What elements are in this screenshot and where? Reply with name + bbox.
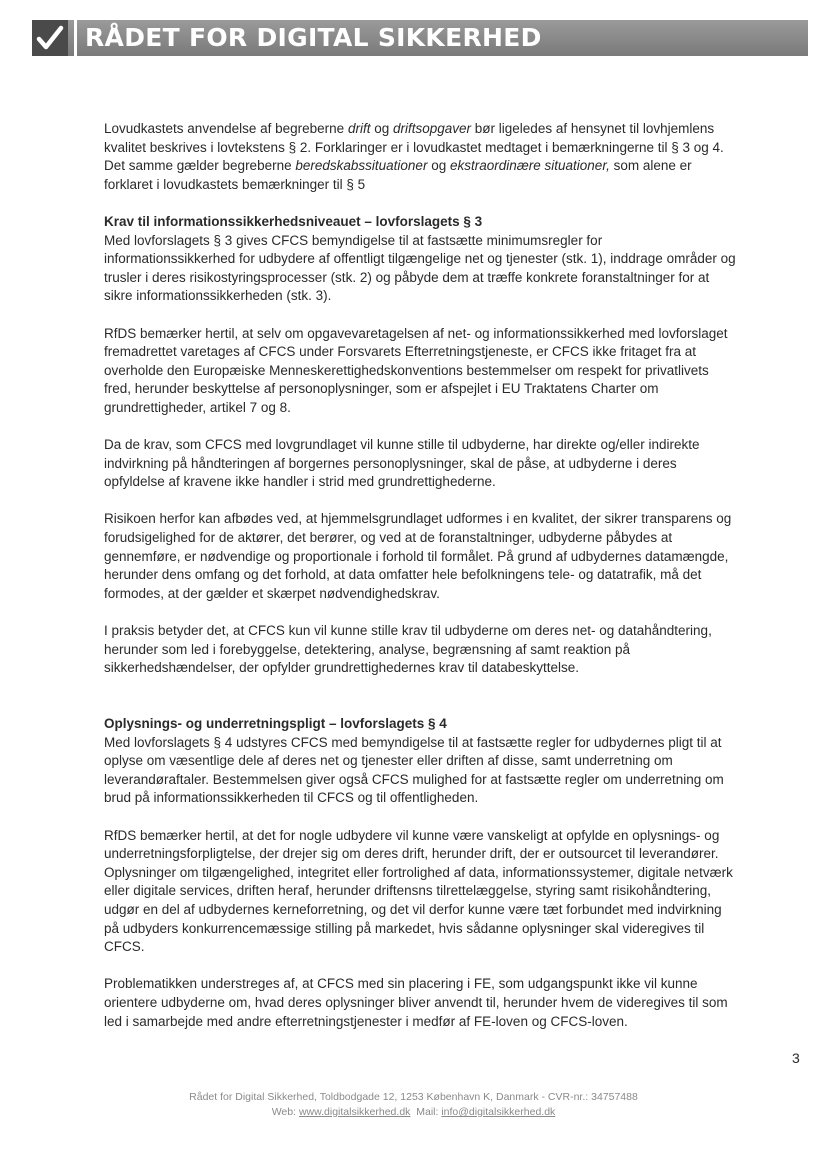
intro-paragraph [104, 120, 736, 194]
paragraph: RfDS bemærker hertil, at det for nogle udbydere vil kunne være vanskeligt at opfylde en oplysnings- og underretningsforpligtelse, der drejer sig om deres drift, herunder drift, der er outsourcet til leverandører. Oplysninger om tilgængelighed, integritet eller fortrolighed af data, informationssystemer, digitale netværk eller digitale services, driften heraf, herunder driftensns tilrettelæggelse, styring samt risikohåndtering, udgør en del af udbydernes kerneforretning, og det vil derfor kunne være tæt forbundet med indvirkning på udbyders konkurrencemæssige stilling på markedet, hvis sådanne oplysninger skal videregives til CFCS. [104, 827, 733, 955]
footer-address: Rådet for Digital Sikkerhed, Toldbodgade 12, 1253 København K, Danmark - CVR-nr.: 34757488 [189, 1091, 638, 1103]
intro-text: som alene er forklaret i lovudkastets bemærkninger til § 5 [104, 158, 692, 192]
paragraph: Risikoen herfor kan afbødes ved, at hjemmelsgrundlaget udformes i en kvalitet, der sikrer transparens og forudsigelighed for de aktører, det berører, og ved at de foranstaltninger, udbyderne påbydes at gennemføre, er nødvendige og proportionale i forhold til formålet. På grund af udbydernes datamængde, herunder dens omfang og det forhold, at data omfatter hele befolkningens tele- og datatrafik, må det formodes, at der gælder et skærpet nødvendighedskrav. [104, 511, 732, 601]
footer-contact [0, 1105, 827, 1120]
page-number: 3 [792, 1050, 800, 1066]
intro-text: Lovudkastets anvendelse af begreberne [104, 121, 348, 136]
website-link[interactable]: www.digitalsikkerhed.dk [298, 1106, 411, 1118]
mail-label: Mail: [410, 1106, 442, 1118]
paragraph: Med lovforslagets § 3 gives CFCS bemyndigelse til at fastsætte minimumsregler for informationssikkerhed for udbydere af offentligt tilgængelige net og tjenester (stk. 1), inddrage områder og trusler i deres risikostyringsprocesser (stk. 2) og påbyde dem at træffe konkrete foranstaltninger for at sikre informationssikkerheden (stk. 3). [104, 232, 736, 304]
page-footer [0, 1090, 827, 1120]
intro-text: bør ligeledes af hensynet til lovhjemlens kvalitet beskrives i lovtekstens § 2. Forklaringer er i lovudkastet medtaget i bemærkningerne til § 3 og 4. Det samme gælder begreberne [104, 121, 724, 174]
section-heading: Krav til informationssikkerhedsniveauet – lovforslagets § 3 [104, 213, 483, 229]
paragraph: Med lovforslagets § 4 udstyres CFCS med bemyndigelse til at fastsætte regler for udbydernes pligt til at oplyse om væsentlige dele af deres net og tjenester eller driften af disse, samt underretning om leverandøraftaler. Bestemmelsen giver også CFCS mulighed for at fastsætte regler om underretning om brud på informationssikkerheden til CFCS og til offentligheden. [104, 734, 724, 806]
section-spacer [104, 696, 736, 715]
email-link[interactable]: info@digitalsikkerhed.dk [441, 1106, 556, 1118]
intro-emphasis: beredskabssituationer [295, 158, 428, 174]
paragraph: RfDS bemærker hertil, at selv om opgavevaretagelsen af net- og informationssikkerhed med lovforslaget fremadrettet varetages af CFCS under Forsvarets Efterretningstjeneste, er CFCS ikke fritaget fra at overholde den Europæiske Menneskerettighedskonventions bestemmelser om respekt for privatlivets fred, herunder beskyttelse af personoplysninger, som er afspejlet i EU Traktatens Charter om grundrettigheder, artikel 7 og 8. [104, 325, 728, 415]
section-heading: Oplysnings- og underretningspligt – lovforslagets § 4 [104, 716, 447, 731]
org-name: RÅDET FOR DIGITAL SIKKERHED [85, 23, 542, 52]
intro-emphasis: drift [347, 121, 371, 136]
intro-emphasis: ekstraordinære situationer, [449, 158, 610, 174]
paragraph: Da de krav, som CFCS med lovgrundlaget vil kunne stille til udbyderne, har direkte og/eller indirekte indvirkning på håndteringen af borgernes personoplysninger, skal de påse, at udbyderne i deres opfyldelse af kravene ikke handler i strid med grundrettighederne. [104, 437, 700, 490]
checkmark-logo-icon [32, 20, 68, 56]
intro-emphasis: driftsopgaver [392, 121, 472, 136]
document-body [104, 120, 736, 1050]
banner-divider [74, 20, 77, 56]
paragraph: Problematikken understreges af, at CFCS med sin placering i FE, som udgangspunkt ikke vil kunne orientere udbyderne om, hvad deres oplysninger bliver anvendt til, herunder hvem de videregives til som led i samarbejde med andre efterretningstjenester i medfør af FE-loven og CFCS-loven. [104, 976, 728, 1029]
header-banner [32, 20, 808, 56]
web-label: Web: [271, 1106, 299, 1118]
paragraph: I praksis betyder det, at CFCS kun vil kunne stille krav til udbyderne om deres net- og datahåndtering, herunder som led i forebyggelse, detektering, analyse, begrænsning af samt reaktion på sikkerhedshændelser, der opfylder grundrettighedernes krav til databeskyttelse. [104, 623, 712, 676]
intro-text: og [427, 158, 450, 174]
intro-text: og [370, 121, 393, 136]
